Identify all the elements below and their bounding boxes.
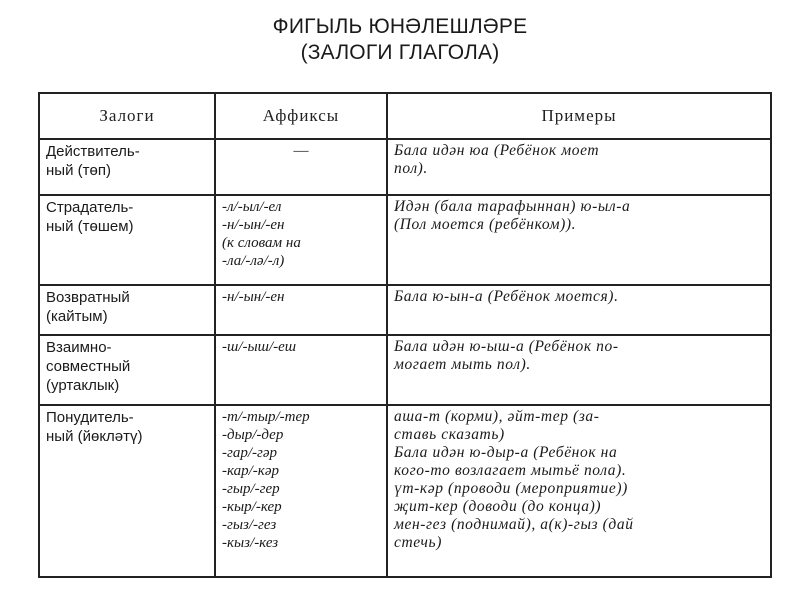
voice-cell: [39, 285, 215, 335]
affix-text: -л/-ыл/-ел: [222, 199, 282, 215]
example-text: стечь): [394, 534, 442, 551]
affix-cell: [215, 335, 387, 405]
affix-text: -кыз/-кез: [222, 535, 279, 551]
table-row: [39, 335, 771, 405]
example-text: мен-гез (поднимай), а(к)-гыз (дай: [394, 516, 634, 533]
affix-text: -н/-ын/-ен: [222, 289, 285, 305]
affix-cell: [215, 285, 387, 335]
affix-text: -гар/-гәр: [222, 445, 278, 461]
voice-text: ный (төп): [46, 162, 111, 179]
example-text: Бала идән юа (Ребёнок моет: [394, 142, 600, 159]
voice-text: (уртаклык): [46, 377, 120, 394]
example-text: үт-кәр (проводи (мероприятие)): [394, 480, 628, 497]
affix-text: -ш/-ыш/-еш: [222, 339, 297, 355]
example-cell: [387, 285, 771, 335]
example-cell: [387, 195, 771, 285]
column-header-examples: Примеры: [387, 93, 771, 139]
example-text: (Пол моется (ребёнком)).: [394, 216, 577, 233]
voice-cell: [39, 405, 215, 577]
example-text: Бала идән ю-ыш-а (Ребёнок по-: [394, 338, 619, 355]
affix-text: -дыр/-дер: [222, 427, 284, 443]
example-text: кого-то возлагает мытьё пола).: [394, 462, 627, 479]
example-cell: [387, 335, 771, 405]
affix-text: —: [293, 143, 309, 159]
example-text: пол).: [394, 160, 428, 177]
affix-text: -гыз/-гез: [222, 517, 277, 533]
column-header-voices: Залоги: [39, 93, 215, 139]
voices-table: [38, 92, 772, 578]
affix-text: -ла/-лә/-л): [222, 253, 285, 269]
affix-text: -гыр/-гер: [222, 481, 280, 497]
table-row: [39, 195, 771, 285]
voice-text: ный (төшем): [46, 218, 134, 235]
voice-text: Возвратный: [46, 289, 130, 306]
voice-cell: [39, 195, 215, 285]
example-text: ставь сказать): [394, 426, 505, 443]
table-row: [39, 405, 771, 577]
example-cell: [387, 405, 771, 577]
affix-text: (к словам на: [222, 235, 301, 251]
example-text: җит-кер (доводи (до конца)): [394, 498, 602, 515]
voice-text: ный (йөкләтү): [46, 428, 143, 445]
example-text: Бала идән ю-дыр-а (Ребёнок на: [394, 444, 618, 461]
table-row: [39, 285, 771, 335]
affix-text: -т/-тыр/-тер: [222, 409, 310, 425]
page-subtitle: (ЗАЛОГИ ГЛАГОЛА): [300, 41, 500, 64]
voice-text: (кайтым): [46, 308, 108, 325]
page-title-block: [0, 14, 800, 66]
voice-text: Действитель-: [46, 143, 140, 160]
voice-cell: [39, 139, 215, 195]
affix-text: -н/-ын/-ен: [222, 217, 285, 233]
column-header-affixes: Аффиксы: [215, 93, 387, 139]
example-text: Бала ю-ын-а (Ребёнок моется).: [394, 288, 619, 305]
voice-text: совместный: [46, 358, 131, 375]
voice-text: Понудитель-: [46, 409, 134, 426]
page-title: ФИГЫЛЬ ЮНӘЛЕШЛӘРЕ: [272, 15, 528, 38]
example-text: аша-т (корми), әйт-тер (за-: [394, 408, 600, 425]
affix-text: -кыр/-кер: [222, 499, 282, 515]
affix-cell: [215, 405, 387, 577]
table-header-row: [39, 93, 771, 139]
affix-text: -кар/-кәр: [222, 463, 279, 479]
example-text: Идән (бала тарафыннан) ю-ыл-а: [394, 198, 631, 215]
voice-text: Страдатель-: [46, 199, 134, 216]
voice-cell: [39, 335, 215, 405]
affix-cell: [215, 195, 387, 285]
example-cell: [387, 139, 771, 195]
example-text: могает мыть пол).: [394, 356, 531, 373]
voice-text: Взаимно-: [46, 339, 112, 356]
table-row: [39, 139, 771, 195]
affix-cell: [215, 139, 387, 195]
